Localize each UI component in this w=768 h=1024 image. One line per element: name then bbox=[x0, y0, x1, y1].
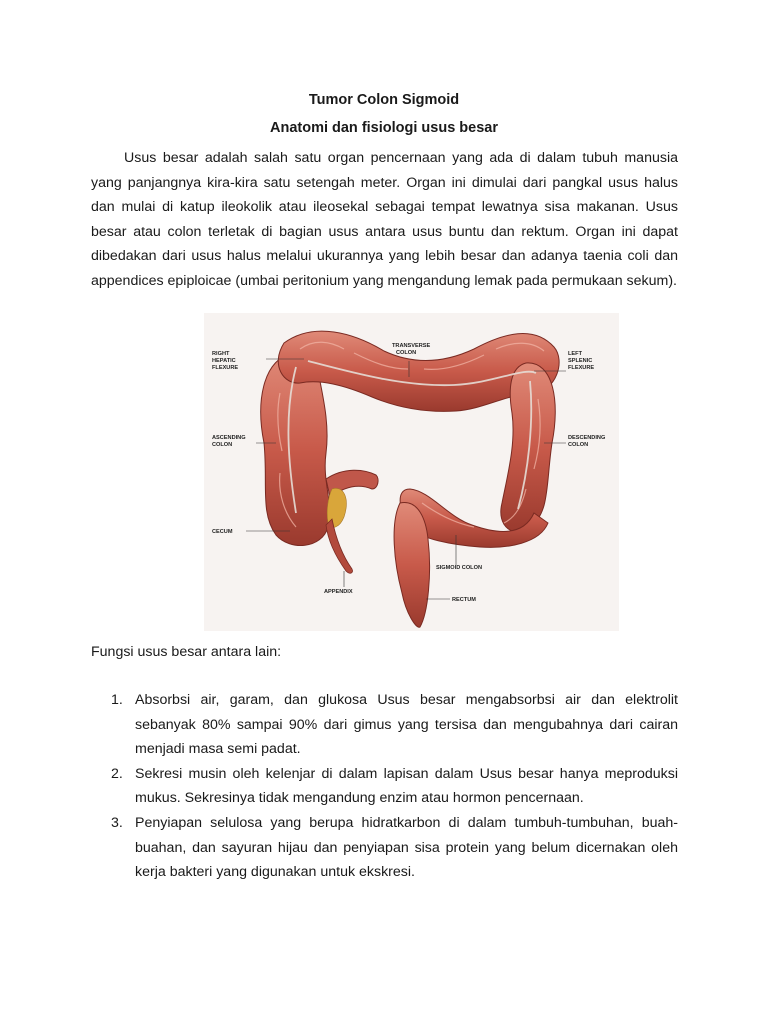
list-item bbox=[91, 762, 678, 811]
list-text: Sekresi musin oleh kelenjar di dalam lapisan dalam Usus besar hanya meproduksi mukus. Sekresinya tidak mengandung enzim atau hormon pencernaan. bbox=[135, 765, 678, 807]
label-transverse-colon: TRANSVERSE COLON bbox=[392, 343, 431, 356]
label-sigmoid-colon: SIGMOID COLON bbox=[436, 565, 482, 571]
label-right-hepatic-flexure: RIGHT HEPATIC FLEXURE bbox=[212, 351, 239, 371]
label-cecum: CECUM bbox=[212, 529, 233, 535]
section-heading: Anatomi dan fisiologi usus besar bbox=[269, 120, 498, 136]
list-number: 2. bbox=[111, 765, 123, 782]
functions-heading: Fungsi usus besar antara lain: bbox=[91, 644, 282, 660]
intro-paragraph: Usus besar adalah salah satu organ pencernaan yang ada di dalam tubuh manusia yang panjangnya kira-kira satu setengah meter. Organ ini dimulai dari pangkal usus halus dan mulai di katup ileokolik atau ileosekal sebagai tempat lewatnya sisa makanan. Usus besar atau colon terletak di bagian usus antara usus buntu dan rektum. Organ ini dapat dibedakan dari usus halus melalui ukurannya yang lebih besar dan adanya taenia coli dan appendices epiploicae (umbai peritonium yang mengandung lemak pada permukaan sekum). bbox=[91, 150, 678, 289]
list-text: Penyiapan selulosa yang berupa hidratkarbon di dalam tumbuh-tumbuhan, buah-buahan, dan sayuran hijau dan penyiapan sisa protein yang belum dicernakan oleh kerja bakteri yang digunakan untuk ekskresi. bbox=[135, 814, 678, 881]
label-rectum: RECTUM bbox=[452, 597, 476, 603]
document-title: Tumor Colon Sigmoid bbox=[308, 92, 460, 108]
list-text: Absorbsi air, garam, dan glukosa Usus besar mengabsorbsi air dan elektrolit sebanyak 80% sampai 90% dari gimus yang tersisa dan mengubahnya dari cairan menjadi masa semi padat. bbox=[135, 692, 678, 758]
list-item bbox=[91, 688, 678, 762]
label-left-splenic-flexure: LEFT SPLENIC FLEXURE bbox=[568, 351, 595, 371]
list-item bbox=[91, 811, 678, 885]
label-appendix: APPENDIX bbox=[324, 589, 353, 595]
label-ascending-colon: ASCENDING COLON bbox=[212, 435, 246, 448]
label-descending-colon: DESCENDING COLON bbox=[568, 435, 606, 448]
functions-list bbox=[91, 688, 678, 885]
colon-anatomy-figure bbox=[204, 313, 619, 631]
list-number: 1. bbox=[111, 692, 123, 708]
list-number: 3. bbox=[111, 814, 123, 831]
